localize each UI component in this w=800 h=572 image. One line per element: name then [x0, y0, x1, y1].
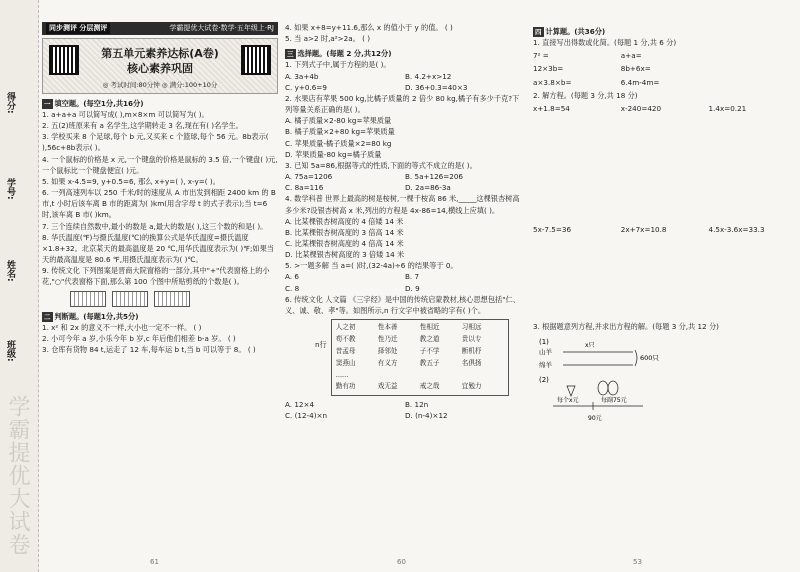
brace-icon — [635, 350, 637, 366]
binding-margin — [0, 0, 39, 572]
pattern-image — [70, 291, 106, 307]
question: 2. 解方程。(每题 3 分,共 18 分) — [533, 90, 638, 100]
header-bar — [42, 22, 278, 35]
total-label: 90元 — [588, 415, 602, 423]
calc-row: a×3.8×b= 6.4m-4m= — [533, 77, 660, 87]
line-segment-diagram-2 — [533, 372, 795, 428]
question: 3. 仓库有货物 84 t,运走了 12 车,每车运 b t,当 b 可以等于 8。 ( ) — [42, 344, 256, 354]
name-label: 姓名: — [5, 260, 15, 282]
question: 8. 华氏温度(℉)与摄氏温度(℃)的换算公式是华氏温度=摄氏温度×1.8+32。北京某天的最高温度是 20 ℃,用华氏温度表示为( )℉;如果当天的最高温度是 80.6 ℉,用摄氏温度表示为( )℃。 — [42, 232, 274, 265]
line-segment-diagram-1 — [533, 332, 795, 372]
question: 7. 三个连续自然数中,最小的数是 a,最大的数是( ),这三个数的和是( )。 — [42, 221, 268, 231]
qr-code-icon — [49, 45, 79, 75]
column-middle — [285, 0, 525, 572]
pattern-image — [154, 291, 190, 307]
answer-space[interactable] — [533, 116, 795, 174]
racket-icon — [598, 381, 618, 395]
question: 1. 下列式子中,属于方程的是( )。 — [285, 60, 391, 70]
equation-row: 5x-7.5=36 2x+7x=10.8 4.5x-3.6x=33.3 — [533, 225, 765, 235]
question: 5. >一题多解 当 a=( )时,(32-4a)÷6 的结果等于 0。 — [285, 261, 458, 271]
options: A. 6 B. 7 C. 8 D. 9 — [285, 272, 420, 293]
calc-row: 7² = a+a= — [533, 51, 642, 61]
shuttlecock-icon — [567, 386, 575, 396]
options: A. 比某棵银杏树高度的 4 倍矮 14 米 B. 比某棵银杏树高度的 3 倍高 14 米 C. 比某棵银杏树高度的 4 倍高 14 米 D. 比某棵银杏树高度的 3 倍矮 14 米 — [285, 216, 405, 260]
diagram-number: (2) — [539, 376, 549, 385]
answer-space[interactable] — [533, 174, 795, 222]
racket-price-label: 每副75元 — [601, 397, 627, 405]
watermark-text: 学霸提优大试卷 — [5, 395, 30, 556]
window-pattern-figure — [70, 291, 278, 307]
question: 5. 如果 x-4.5=9, y+0.5=6, 那么 x+y=( ), x-y=( )。 — [42, 176, 220, 186]
total-label: 600只 — [640, 354, 659, 363]
page-number: 53 — [633, 558, 642, 567]
question: 4. 如果 x+8=y+11.6,那么 x 的值小于 y 的值。 ( ) — [285, 23, 453, 32]
class-label: 班级: — [5, 340, 15, 362]
question: 5. 当 a>2 时,a²>2a。 ( ) — [285, 34, 371, 44]
options: A. 12×4 B. 12n C. (12-4)×n D. (n-4)×12 — [285, 400, 448, 421]
question: 6. 传统文化 人文篇 《三字经》是中国的传统启蒙教材,核心思想包括"仁、义、诚、敬、孝"等。如图所示,n 行文字中被省略的字有( )个。 — [285, 294, 520, 315]
question: 3. 学校买来 8 个足球,每个 b 元,又买来 c 个篮球,每个 56 元。8b表示( ),56c+8b表示( )。 — [42, 132, 269, 153]
score-label: 得分: — [5, 92, 15, 114]
shuttlecock-price-label: 每个x元 — [557, 397, 579, 405]
section-choice: 三 选择题。(每题 2 分,共12分) — [287, 49, 392, 59]
exam-meta: ◎ 考试时间:80分钟 ◎ 满分:100+10分 — [102, 80, 218, 89]
poem-row-label: n行 — [315, 340, 327, 350]
section-calc: 四 计算题。(共36分) — [535, 27, 606, 36]
question: 3. 已知 5a=86,根据等式的性质,下面的等式不成立的是( )。 — [285, 160, 477, 170]
sanzijing-figure — [315, 319, 525, 396]
equation-row: x+1.8=54 x-240=420 1.4x=0.21 — [533, 103, 747, 113]
options: A. 75a=1206 B. 5a+126=206 C. 8a=116 D. 2a=86-3a — [285, 172, 463, 193]
pattern-image — [112, 291, 148, 307]
answer-space[interactable] — [533, 237, 795, 321]
options: A. 3a+4b B. 4.2+x>12 C. y+0.6=9 D. 36+0.3=40×3 — [285, 71, 468, 92]
exam-subtitle: 核心素养巩固 — [127, 61, 193, 75]
question: 2. 小可今年 a 岁,小乐今年 b 岁,c 年后他们相差 b-a 岁。 ( ) — [42, 333, 236, 343]
column-right — [533, 0, 795, 572]
column-left — [42, 0, 278, 572]
student-id-label: 学号: — [5, 178, 15, 200]
question: 4. 一个鼠标的价格是 x 元,一个键盘的价格是鼠标的 3.5 倍,一个键盘( )元,一个鼠标比一个键盘便宜( )元。 — [42, 154, 278, 175]
question: 1. 直接写出得数或化简。(每题 1 分,共 6 分) — [533, 38, 677, 48]
section-fill-blank: 一 填空题。(每空1分,共16分) — [44, 98, 144, 108]
x-label: x只 — [585, 342, 595, 350]
question: 1. x² 和 2x 的意义不一样,大小也一定不一样。 ( ) — [42, 322, 202, 332]
header-series: 学霸提优大试卷·数学·五年级上·RJ — [169, 24, 274, 32]
question: 4. 数学科普 世界上最高的树是桉树,一棵千桉高 86 米,_____这棵银杏树高多少米?设银杏树高 x 米,列出的方程是 4x-86=14,横线上应填( )。 — [285, 194, 520, 215]
question: 2. 五(2)班原来有 a 名学生,这学期转走 3 名,现在有( )名学生。 — [42, 121, 243, 131]
question: 9. 传统文化 下列图案是晋商大院窗格的一部分,其中"+"代表窗格上的小花,"○"代表窗格下面,那么第 100 个图中所贴剪纸的个数是( )。 — [42, 266, 270, 287]
question: 6. 一列高速列车以 250 千米/时的速度从 A 市出发到相距 2400 km 的 B 市,t 小时后该车离 B 市的距离为( )km(用含字母 t 的式子表示);当 t=6 时,该车离 B 市( )km。 — [42, 188, 276, 220]
exam-title: 第五单元素养达标(A卷) — [101, 46, 219, 60]
calc-row: 12×3b= 8b+6x= — [533, 64, 651, 74]
sheep-label: 绵羊 — [539, 361, 552, 370]
page-number: 61 — [150, 558, 159, 567]
section-judge: 二 判断题。(每题1分,共5分) — [44, 311, 139, 321]
title-box — [42, 38, 278, 94]
header-tag: 同步测评 分层测评 — [46, 23, 110, 34]
page-number: 60 — [397, 558, 406, 567]
options: A. 橘子质量×2-80 kg=苹果质量 B. 橘子质量×2+80 kg=苹果质量 C. 苹果质量-橘子质量×2=80 kg D. 苹果质量-80 kg=橘子质量 — [285, 116, 395, 159]
qr-code-icon — [241, 45, 271, 75]
question: 3. 根据题意列方程,并求出方程的解。(每题 3 分,共 12 分) — [533, 322, 719, 332]
question: 2. 水果店有苹果 500 kg,比橘子质量的 2 倍少 80 kg,橘子有多少千克?下列等量关系正确的是( )。 — [285, 93, 520, 115]
diagram-number: (1) — [539, 338, 549, 347]
poem-grid: 人之初 性本善 性相近 习相远 苟不教 性乃迁 教之道 贵以专 昔孟母 择邻处 子不学 断机杼 窦燕山 有义方 教五子 名俱扬 ...... 勤有功 戏无益 戒之哉 宜勉力 — [331, 319, 509, 396]
goat-label: 山羊 — [539, 348, 552, 357]
question: 1. a+a+a 可以简写成( ),m×8×m 可以简写为( )。 — [42, 110, 209, 119]
